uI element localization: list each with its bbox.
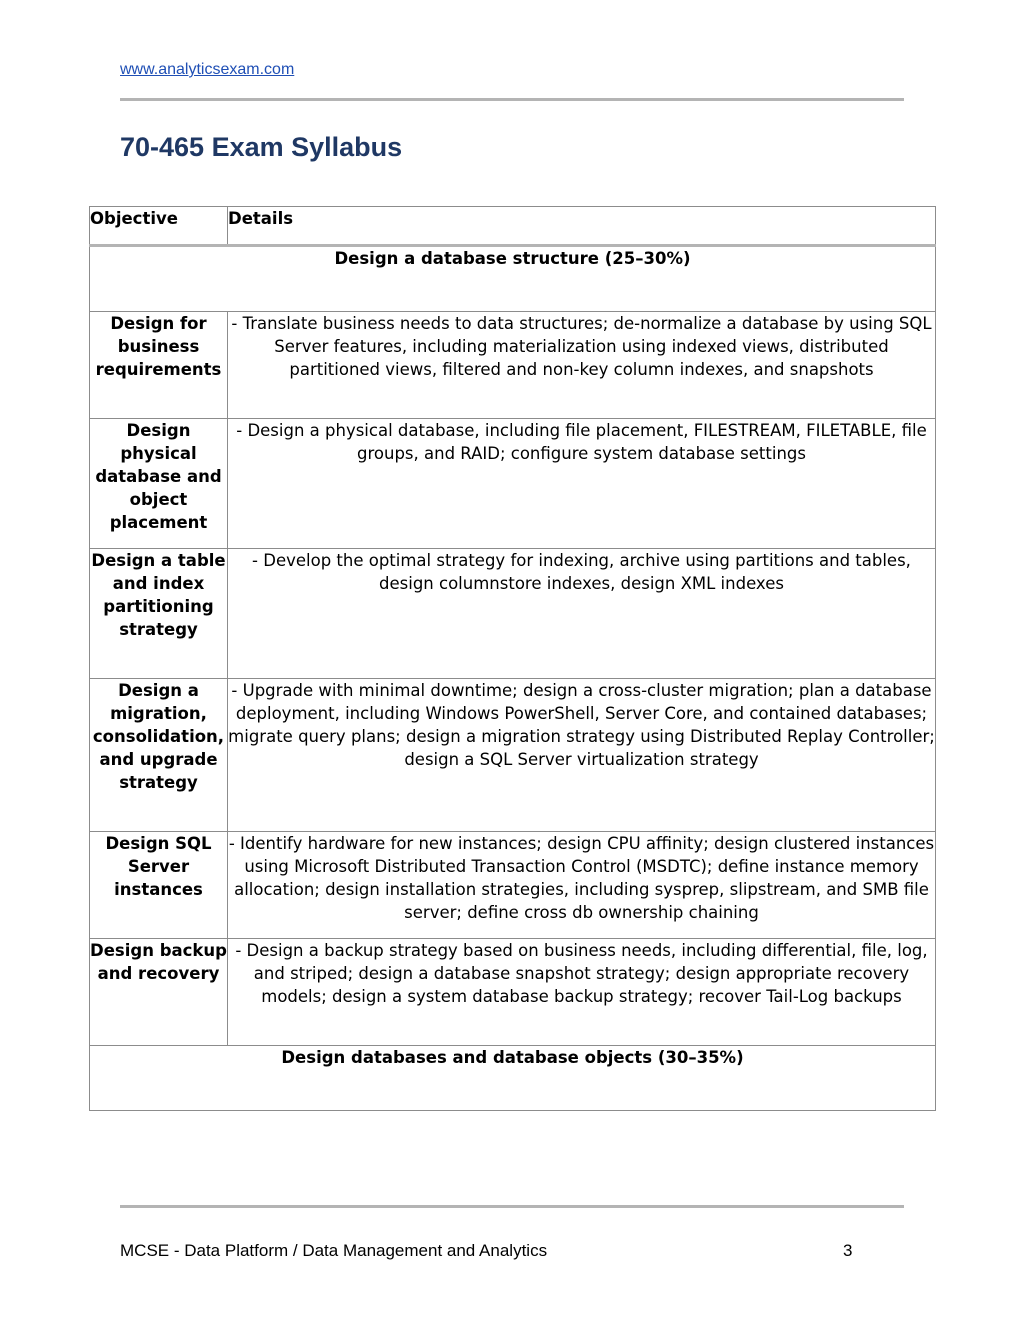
objective-cell: Design physical database and object placement [90,419,228,549]
details-cell: - Develop the optimal strategy for indexing, archive using partitions and tables, design columnstore indexes, design XML indexes [228,549,936,679]
section-row [90,246,936,312]
header-rule [120,98,904,101]
objective-cell: Design a table and index partitioning strategy [90,549,228,679]
table-row [90,832,936,939]
table-row [90,549,936,679]
objective-cell: Design SQL Server instances [90,832,228,939]
table-row [90,679,936,832]
section-heading: Design a database structure (25–30%) [90,246,936,312]
objective-cell: Design a migration, consolidation, and upgrade strategy [90,679,228,832]
table-row [90,939,936,1046]
details-cell: - Translate business needs to data structures; de-normalize a database by using SQL Server features, including materialization using indexed views, distributed partitioned views, filtered and non-key column indexes, and snapshots [228,312,936,419]
table-row [90,312,936,419]
details-cell: - Design a backup strategy based on business needs, including differential, file, log, and striped; design a database snapshot strategy; design appropriate recovery models; design a system database backup strategy; recover Tail-Log backups [228,939,936,1046]
footer-title: MCSE - Data Platform / Data Management and Analytics [120,1241,548,1260]
details-cell: - Upgrade with minimal downtime; design a cross-cluster migration; plan a database deployment, including Windows PowerShell, Server Core, and contained databases; migrate query plans; design a migration strategy using Distributed Replay Controller; design a SQL Server virtualization strategy [228,679,936,832]
syllabus-table [89,206,936,1111]
details-cell: - Design a physical database, including file placement, FILESTREAM, FILETABLE, file groups, and RAID; configure system database settings [228,419,936,549]
column-header-details: Details [228,207,936,246]
objective-cell: Design backup and recovery [90,939,228,1046]
footer-rule [120,1205,904,1208]
objective-cell: Design for business requirements [90,312,228,419]
column-header-objective: Objective [90,207,228,246]
table-header-row [90,207,936,246]
section-row [90,1046,936,1111]
section-heading: Design databases and database objects (30–35%) [90,1046,936,1111]
table-row [90,419,936,549]
page-number: 3 [843,1241,853,1260]
details-cell: - Identify hardware for new instances; design CPU affinity; design clustered instances using Microsoft Distributed Transaction Control (MSDTC); define instance memory allocation; design installation strategies, including sysprep, slipstream, and SMB file server; define cross db ownership chaining [228,832,936,939]
site-link[interactable]: www.analyticsexam.com [120,61,295,78]
page-title: 70-465 Exam Syllabus [120,132,403,162]
